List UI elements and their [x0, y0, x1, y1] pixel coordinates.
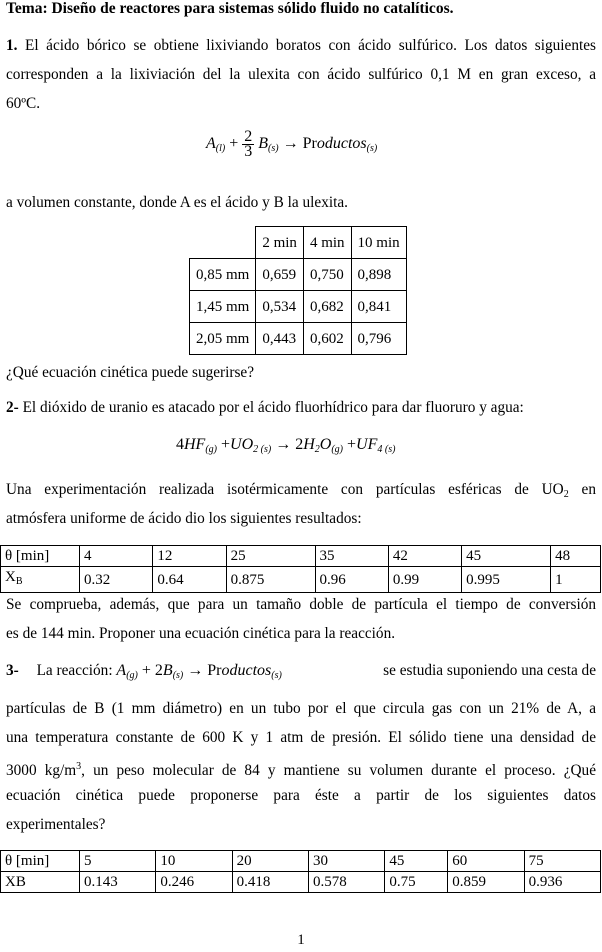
table-cell: 48 [551, 546, 601, 567]
table-cell: 45 [462, 546, 551, 567]
p1-number: 1. [6, 37, 18, 54]
p3-line4-text: 3000 kg/m [6, 762, 77, 780]
table-cell: 0.99 [388, 567, 461, 593]
p1-after-eq: a volumen constante, donde A es el ácido y B la ulexita. [6, 194, 348, 211]
p2-line2-text: Una experimentación realizada isotérmicamente con partículas esféricas de UO [6, 481, 564, 498]
eq2-UF: UF [356, 436, 378, 453]
p2-table [0, 545, 601, 593]
eq2-H: H [303, 436, 315, 453]
table-row [1, 851, 601, 872]
eq2-arrow: → [275, 436, 292, 453]
table-cell: 0.875 [226, 567, 315, 593]
table-cell: 45 [385, 851, 448, 872]
eq1-prod-sub: (s) [366, 143, 378, 155]
eq2-coef1: 4 [176, 436, 184, 453]
eq3-A-sub: (g) [126, 670, 138, 681]
table-cell: 0,443 [256, 323, 304, 355]
eq1-frac-den: 3 [244, 143, 253, 160]
eq1-B-sub: (s) [268, 143, 279, 155]
eq2-O-sub: (g) [331, 444, 343, 455]
eq3-B: B [162, 662, 173, 679]
p3-tail: se estudia suponiendo una cesta de [383, 662, 596, 679]
eq1-B: B [258, 135, 269, 153]
p1-line3: 60ºC. [6, 95, 41, 112]
table-cell: 25 [226, 546, 315, 567]
p2-number: 2- [6, 399, 19, 416]
table-cell: 60 [448, 851, 524, 872]
eq2-coef2: 2 [295, 436, 304, 453]
p1-equation [206, 130, 377, 159]
table-header-cell: 2 min [256, 227, 304, 259]
eq1-prod-pr: Pr [302, 135, 317, 153]
table-label-cell: θ [min] [1, 546, 80, 567]
table-cell: 0.578 [308, 872, 384, 893]
eq2-HF-sub: (g) [205, 444, 217, 455]
table-cell: 0.64 [153, 567, 226, 593]
table-cell: 0.75 [385, 872, 448, 893]
table-corner [190, 227, 256, 259]
table-cell: 10 [156, 851, 232, 872]
table-cell: 0.96 [315, 567, 388, 593]
eq2-HF: HF [184, 436, 206, 453]
p2-line2-end: en [581, 481, 596, 498]
table-cell: 0.246 [156, 872, 232, 893]
eq3-prod-rest: oductos [221, 662, 272, 679]
eq3-prod-sub: (s) [271, 670, 282, 681]
eq3-A: A [116, 662, 127, 679]
table-label-cell: θ [min] [1, 851, 80, 872]
p3-lead: La reacción: [36, 662, 113, 679]
table-row [1, 872, 601, 893]
p2-equation [176, 436, 395, 455]
eq1-arrow: → [282, 135, 299, 153]
eq1-prod-rest: oductos [316, 135, 367, 153]
p3-line3: una temperatura constante de 600 K y 1 atm de presión. El sólido tiene una densidad de [6, 729, 596, 746]
table-label-cell: XB [1, 872, 80, 893]
table-cell: 35 [315, 546, 388, 567]
table-cell: 4 [80, 546, 153, 567]
eq1-frac-num: 2 [244, 128, 253, 145]
table-cell: 0.32 [80, 567, 153, 593]
p1-line2: corresponden a la lixiviación del la ulexita con ácido sulfúrico 0,1 M en gran exceso, a [6, 66, 596, 83]
table-row [190, 323, 407, 355]
eq3-prod-pr: Pr [207, 662, 222, 679]
table-cell: 0,841 [351, 291, 406, 323]
p3-line2: partículas de B (1 mm diámetro) en un tubo por el que circula gas con un 21% de A, a [6, 700, 596, 717]
p3-line5: ecuación cinética puede proponerse para éste a partir de los siguientes datos [6, 787, 596, 804]
table-row [1, 546, 601, 567]
xb-label: X [5, 569, 16, 585]
eq1-A-sub: (l) [215, 143, 226, 155]
eq2-UF-sub: 4 (s) [377, 444, 396, 455]
p1-table [189, 226, 407, 355]
eq1-fraction [242, 130, 254, 159]
table-cell: 0.418 [232, 872, 308, 893]
p3-line1 [6, 656, 596, 690]
page-number: 1 [297, 932, 305, 948]
table-cell: 1 [551, 567, 601, 593]
eq3-B-sub: (s) [172, 670, 184, 681]
p1-line1-text: El ácido bórico se obtiene lixiviando boratos con ácido sulfúrico. Los datos siguientes [25, 37, 596, 54]
table-cell: 0,534 [256, 291, 304, 323]
table-cell: 0,750 [303, 259, 351, 291]
table-cell: 0,898 [351, 259, 406, 291]
table-cell: 42 [388, 546, 461, 567]
eq1-plus: + [229, 135, 239, 153]
table-cell: 0.936 [524, 872, 600, 893]
table-header-cell: 10 min [351, 227, 406, 259]
p2-line4: Se comprueba, además, que para un tamaño doble de partícula el tiempo de conversión [6, 596, 596, 613]
p3-table [0, 850, 601, 893]
eq3-coef: 2 [154, 662, 163, 679]
p3-equation [116, 662, 281, 679]
xb-label-sub: B [15, 576, 23, 587]
table-row [1, 567, 601, 593]
eq2-O: O [319, 436, 332, 453]
table-cell: 0.859 [448, 872, 524, 893]
table-cell: 75 [524, 851, 600, 872]
p3-number: 3- [6, 662, 19, 679]
table-cell: 5 [80, 851, 156, 872]
table-cell: 0,682 [303, 291, 351, 323]
table-row [190, 291, 407, 323]
table-cell: 0,659 [256, 259, 304, 291]
table-header-cell: 4 min [303, 227, 351, 259]
table-cell: 20 [232, 851, 308, 872]
table-cell: 0.995 [462, 567, 551, 593]
p2-line3: atmósfera uniforme de ácido dio los siguientes resultados: [6, 510, 362, 527]
table-row [190, 227, 407, 259]
table-cell: 0,85 mm [190, 259, 256, 291]
table-cell: 12 [153, 546, 226, 567]
eq3-arrow: → [187, 662, 204, 679]
p2-line5: es de 144 min. Proponer una ecuación cinética para la reacción. [6, 625, 396, 642]
p1-line1 [6, 31, 596, 60]
table-cell: 30 [308, 851, 384, 872]
eq3-plus: + [141, 662, 151, 679]
table-label-cell [1, 567, 80, 593]
p2-line1-text: El dióxido de uranio es atacado por el ácido fluorhídrico para dar fluoruro y agua: [22, 399, 524, 416]
eq1-A: A [206, 135, 216, 153]
p2-line2-sub: 2 [563, 489, 569, 500]
table-cell: 0.143 [80, 872, 156, 893]
table-row [190, 259, 407, 291]
document-title: Tema: Diseño de reactores para sistemas sólido fluido no catalíticos. [6, 0, 454, 17]
eq2-H-sub: 2 [314, 444, 320, 455]
table-cell: 0,602 [303, 323, 351, 355]
table-cell: 1,45 mm [190, 291, 256, 323]
table-cell: 2,05 mm [190, 323, 256, 355]
table-cell: 0,796 [351, 323, 406, 355]
eq2-UO-sub: 2 (s) [253, 444, 272, 455]
p2-line1 [6, 393, 596, 422]
p3-line6: experimentales? [6, 816, 106, 833]
eq2-UO: UO [230, 436, 254, 453]
p3-line4-end: , un peso molecular de 84 y mantiene su volumen durante el proceso. ¿Qué [81, 762, 596, 780]
p3-line4-sup: 3 [76, 761, 82, 772]
p1-question: ¿Qué ecuación cinética puede sugerirse? [6, 364, 255, 381]
eq2-plus2: + [347, 436, 357, 453]
eq2-plus1: + [221, 436, 231, 453]
